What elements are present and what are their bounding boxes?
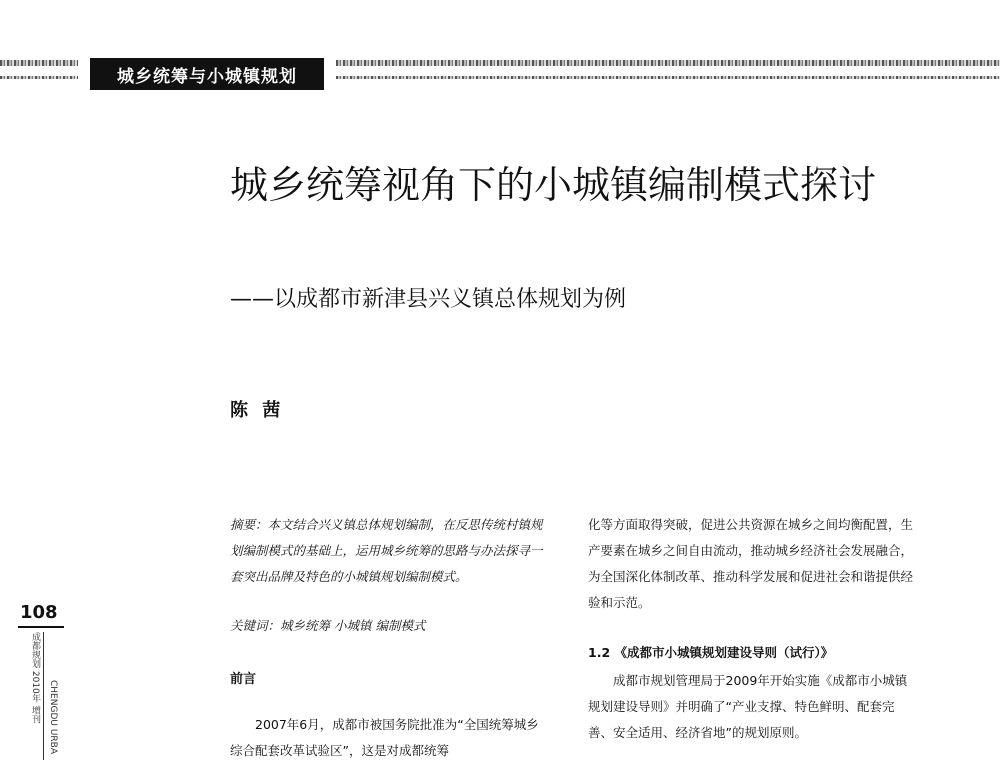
preface-paragraph: 2007年6月，成都市被国务院批准为“全国统筹城乡综合配套改革试验区”，这是对成都统筹 [230,717,539,758]
header-rule-left-lower [0,76,78,79]
preface-heading: 前言 [230,672,257,687]
journal-name-cn: 成都规划 2010年 增刊 [30,632,40,724]
section-1-2-paragraph: 成都市规划管理局于2009年开始实施《成都市小城镇规划建设导则》并明确了“产业支撑、特色鲜明、配套完善、安全适用、经济省地”的规划原则。 [588,673,908,740]
author-name: 陈 茜 [230,400,285,421]
keywords: 关键词：城乡统筹 小城镇 编制模式 [230,618,426,633]
abstract: 摘要：本文结合兴义镇总体规划编制，在反思传统村镇规划编制模式的基础上，运用城乡统筹的思路与办法探寻一套突出品牌及特色的小城镇规划编制模式。 [230,517,543,584]
page-number: 108 [20,602,58,623]
header-rule-left [0,60,78,66]
section-1-2-heading: 1.2 《成都市小城镇规划建设导则（试行）》 [588,645,834,660]
article-subtitle: ——以成都市新津县兴义镇总体规划为例 [230,287,627,312]
right-column-paragraph: 化等方面取得突破，促进公共资源在城乡之间均衡配置，生产要素在城乡之间自由流动，推动城乡经济社会发展融合，为全国深化体制改革、推动科学发展和促进社会和谐提供经验和示范。 [588,517,914,610]
page-number-rule [18,626,64,628]
section-tag: 城乡统筹与小城镇规划 [90,58,324,90]
header-rule-right [336,60,1000,66]
margin-divider [43,632,44,760]
journal-name-en: CHENGDU URBA [48,680,58,754]
article-title: 城乡统筹视角下的小城镇编制模式探讨 [230,163,877,207]
header-rule-right-lower [336,76,1000,79]
